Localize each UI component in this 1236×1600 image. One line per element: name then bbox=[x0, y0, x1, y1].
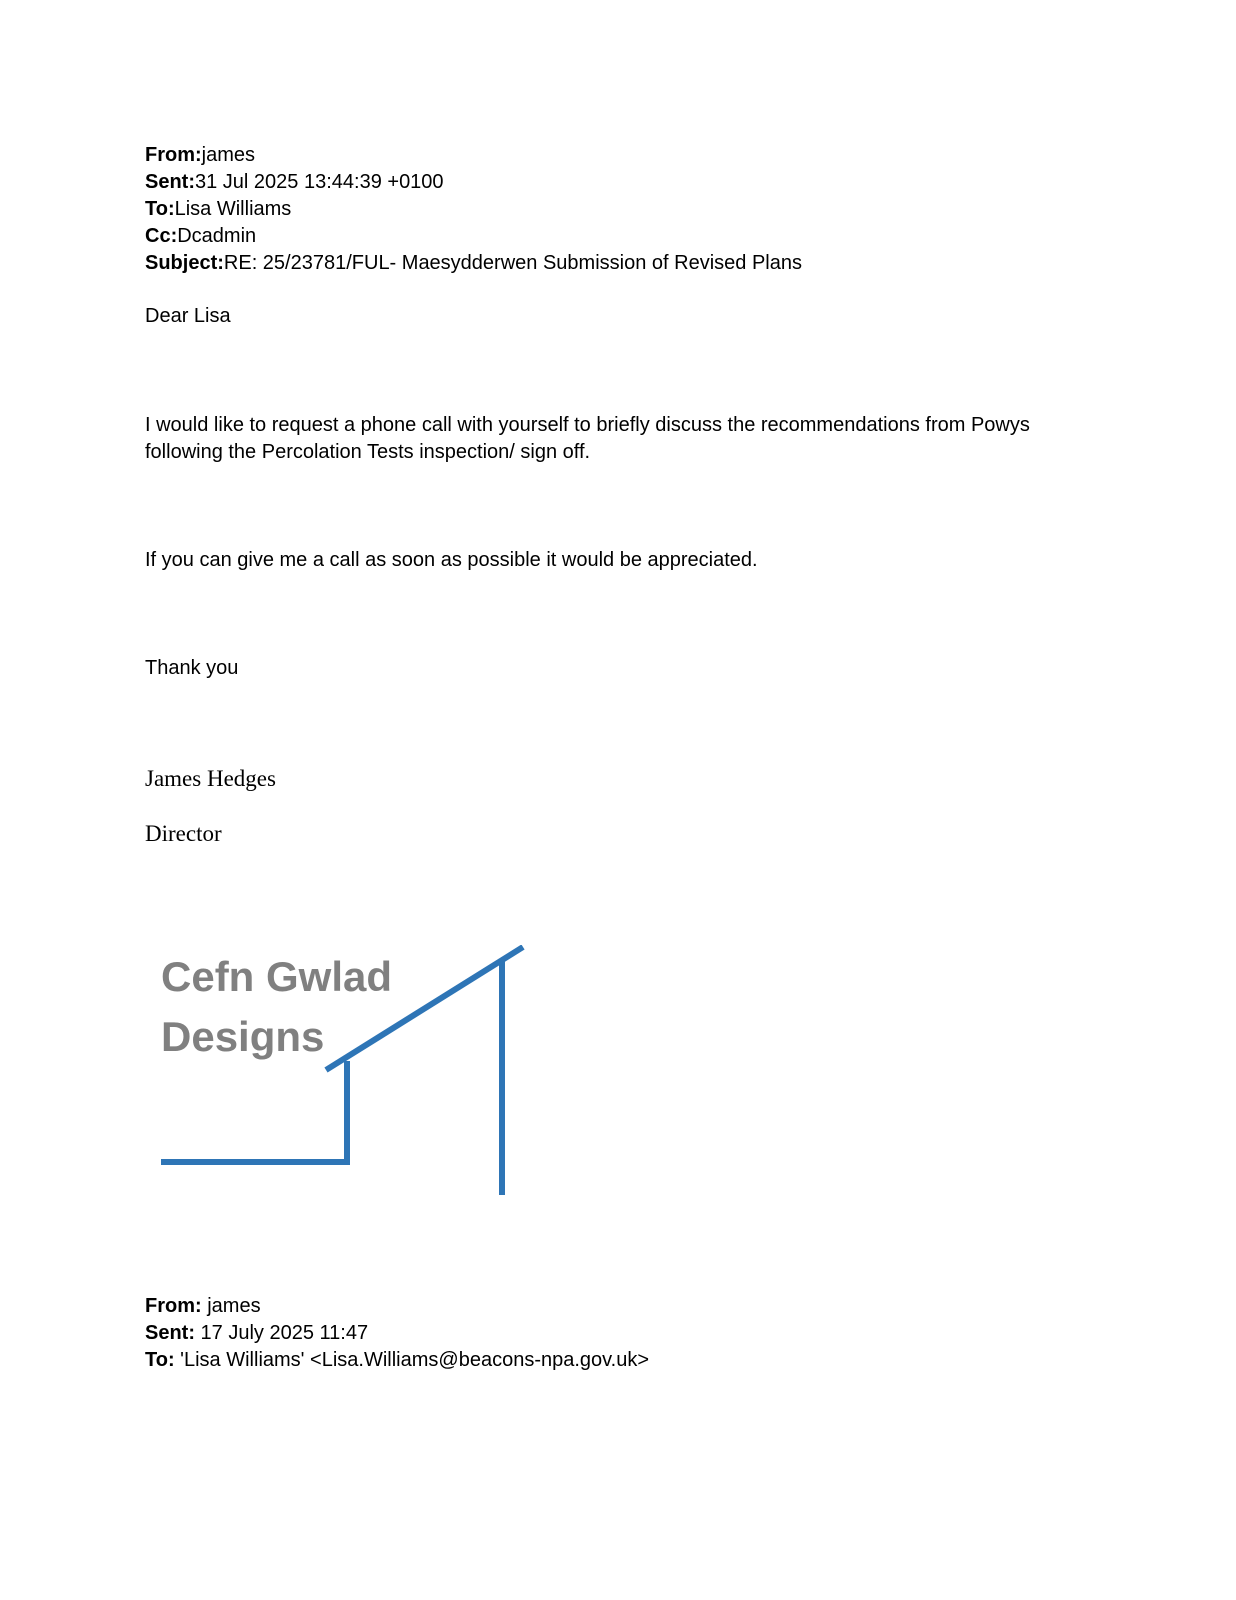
sent-label: Sent: bbox=[145, 171, 195, 193]
from-value: james bbox=[201, 144, 256, 166]
from-label: From: bbox=[145, 144, 202, 166]
subject-value: RE: 25/23781/FUL- Maesydderwen Submission of Revised Plans bbox=[223, 252, 802, 274]
quoted-to-label: To: bbox=[145, 1349, 175, 1371]
email-header bbox=[145, 142, 802, 277]
quoted-sent-label: Sent: bbox=[145, 1322, 195, 1344]
signature-title: Director bbox=[145, 821, 222, 846]
quoted-from-line bbox=[145, 1293, 649, 1320]
subject-line bbox=[145, 250, 802, 277]
company-logo bbox=[145, 945, 545, 1215]
closing: Thank you bbox=[145, 657, 239, 679]
quoted-from-value: james bbox=[201, 1295, 261, 1317]
sent-line bbox=[145, 169, 802, 196]
cc-value: Dcadmin bbox=[177, 225, 257, 247]
quoted-sent-value: 17 July 2025 11:47 bbox=[195, 1322, 369, 1344]
quoted-to-line bbox=[145, 1347, 649, 1374]
logo-text-line-1: Cefn Gwlad bbox=[161, 953, 393, 1000]
to-value: Lisa Williams bbox=[174, 198, 292, 220]
body-paragraph-2: If you can give me a call as soon as possible it would be appreciated. bbox=[145, 549, 758, 571]
quoted-from-label: From: bbox=[145, 1295, 202, 1317]
from-line bbox=[145, 142, 802, 169]
to-label: To: bbox=[145, 198, 175, 220]
quoted-sent-line bbox=[145, 1320, 649, 1347]
greeting: Dear Lisa bbox=[145, 305, 231, 327]
quoted-to-value: 'Lisa Williams' <Lisa.Williams@beacons-npa.gov.uk> bbox=[174, 1349, 650, 1371]
logo-text-line-2: Designs bbox=[161, 1013, 325, 1060]
cc-line bbox=[145, 223, 802, 250]
sent-value: 31 Jul 2025 13:44:39 +0100 bbox=[195, 171, 444, 193]
logo-step-line bbox=[161, 1061, 347, 1162]
quoted-email-header bbox=[145, 1293, 649, 1374]
cc-label: Cc: bbox=[145, 225, 178, 247]
subject-label: Subject: bbox=[145, 252, 224, 274]
body-paragraph-1: I would like to request a phone call with yourself to briefly discuss the recommendations from Powys following the Percolation Tests inspection/ sign off. bbox=[145, 414, 1030, 463]
to-line bbox=[145, 196, 802, 223]
signature-name: James Hedges bbox=[145, 766, 276, 791]
